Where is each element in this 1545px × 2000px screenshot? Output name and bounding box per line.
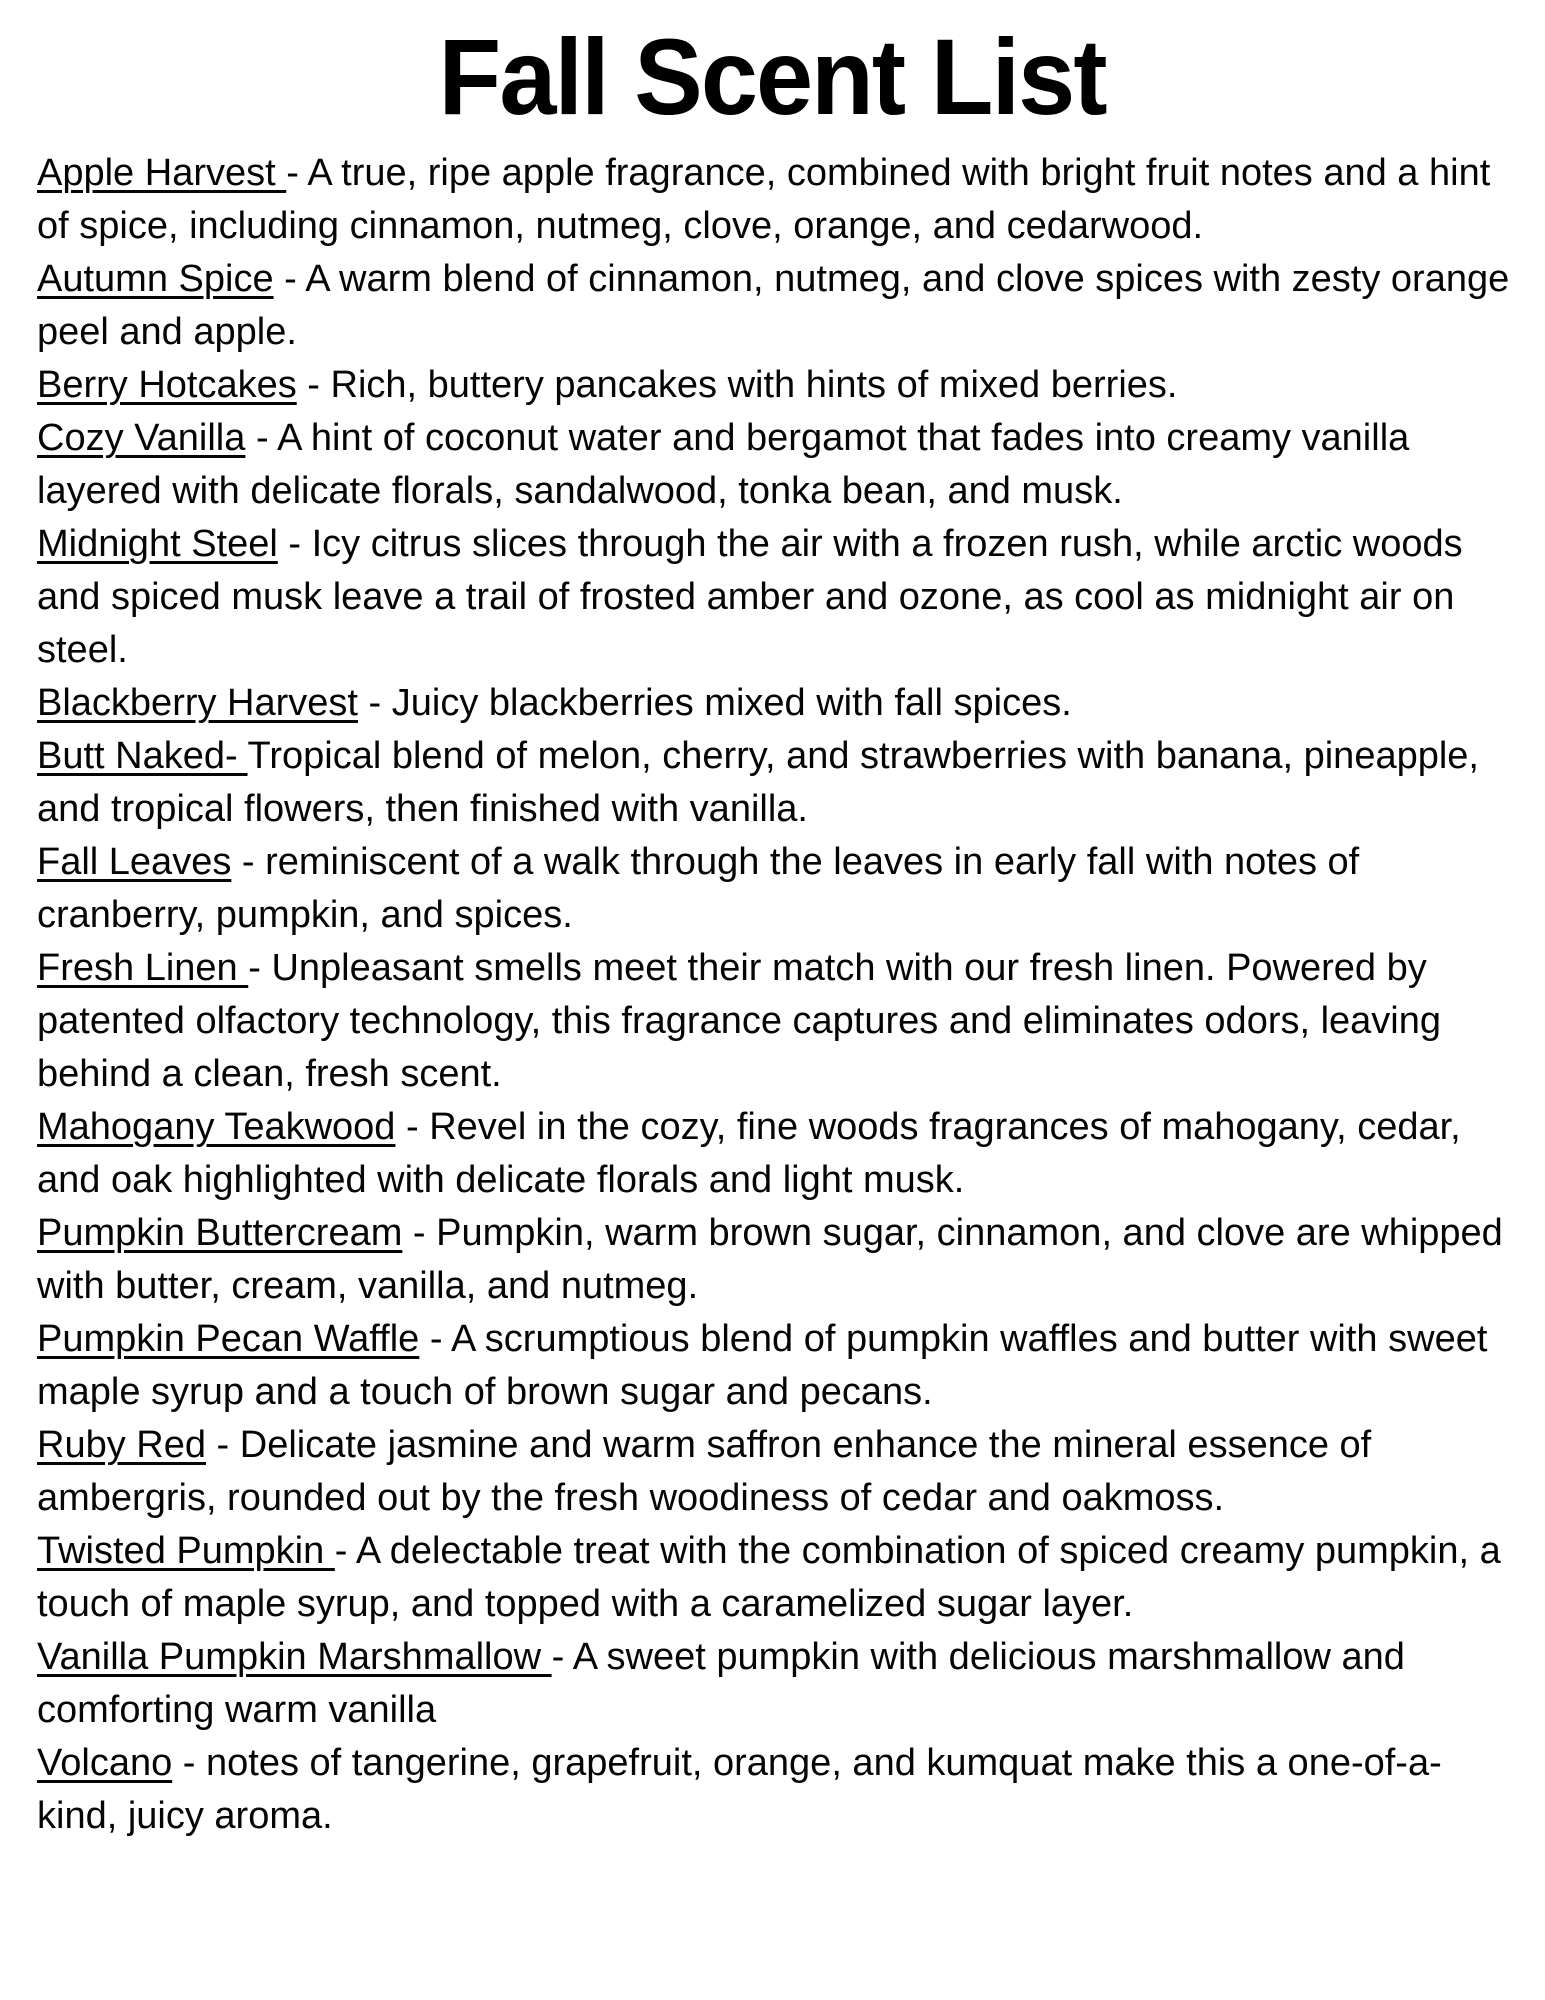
scent-entry-cozy-vanilla	[37, 412, 1512, 518]
scent-name: Pumpkin Buttercream	[37, 1212, 403, 1255]
scent-entry-butt-naked	[37, 730, 1512, 836]
scent-name: Pumpkin Pecan Waffle	[37, 1318, 420, 1361]
scent-name: Fall Leaves	[37, 841, 232, 884]
scent-entry-autumn-spice	[37, 253, 1512, 359]
scent-entry-berry-hotcakes	[37, 359, 1512, 412]
scent-name: Cozy Vanilla	[37, 417, 246, 460]
page-title-text: Fall Scent List	[438, 16, 1107, 137]
scent-entry-twisted-pumpkin	[37, 1525, 1512, 1631]
scent-description: - A delectable treat with the combination of spiced creamy pumpkin, a touch of maple syrup, and topped with a caramelized sugar layer.	[37, 1530, 1501, 1626]
scent-name: Butt Naked-	[37, 735, 248, 778]
scent-name: Midnight Steel	[37, 523, 278, 566]
scent-description: - A warm blend of cinnamon, nutmeg, and clove spices with zesty orange peel and apple.	[37, 258, 1510, 354]
scent-entry-midnight-steel	[37, 518, 1512, 677]
scent-description: - A true, ripe apple fragrance, combined with bright fruit notes and a hint of spice, including cinnamon, nutmeg, clove, orange, and cedarwood.	[37, 152, 1491, 248]
scent-description: Tropical blend of melon, cherry, and strawberries with banana, pineapple, and tropical flowers, then finished with vanilla.	[37, 735, 1479, 831]
scent-description: - Revel in the cozy, fine woods fragrances of mahogany, cedar, and oak highlighted with delicate florals and light musk.	[37, 1106, 1461, 1202]
scent-entry-blackberry-harvest	[37, 677, 1512, 730]
scent-description: - Juicy blackberries mixed with fall spices.	[357, 682, 1072, 725]
scent-name: Twisted Pumpkin	[37, 1530, 335, 1573]
scent-description: - reminiscent of a walk through the leaves in early fall with notes of cranberry, pumpkin, and spices.	[37, 841, 1360, 937]
scent-entry-apple-harvest	[37, 147, 1512, 253]
scent-description: - A hint of coconut water and bergamot that fades into creamy vanilla layered with delicate florals, sandalwood, tonka bean, and musk.	[37, 417, 1410, 513]
scent-description: - Pumpkin, warm brown sugar, cinnamon, and clove are whipped with butter, cream, vanilla, and nutmeg.	[37, 1212, 1503, 1308]
scent-entry-vanilla-pumpkin-marshmallow	[37, 1631, 1512, 1737]
scent-entry-pumpkin-pecan-waffle	[37, 1313, 1512, 1419]
scent-name: Apple Harvest	[37, 152, 287, 195]
scent-entry-mahogany-teakwood	[37, 1101, 1512, 1207]
scent-name: Autumn Spice	[37, 258, 274, 301]
scent-entry-pumpkin-buttercream	[37, 1207, 1512, 1313]
scent-name: Blackberry Harvest	[37, 682, 358, 725]
scent-name: Vanilla Pumpkin Marshmallow	[37, 1636, 552, 1679]
scent-name: Mahogany Teakwood	[37, 1106, 396, 1149]
scent-description: - Rich, buttery pancakes with hints of mixed berries.	[296, 364, 1178, 407]
scent-entry-volcano	[37, 1737, 1512, 1843]
scent-name: Fresh Linen	[37, 947, 249, 990]
scent-name: Berry Hotcakes	[37, 364, 297, 407]
scent-description: - Icy citrus slices through the air with a frozen rush, while arctic woods and spiced musk leave a trail of frosted amber and ozone, as cool as midnight air on steel.	[37, 523, 1463, 672]
scent-description: - A scrumptious blend of pumpkin waffles and butter with sweet maple syrup and a touch of brown sugar and pecans.	[37, 1318, 1488, 1414]
scent-entry-fresh-linen	[37, 942, 1512, 1101]
scent-description: - Delicate jasmine and warm saffron enhance the mineral essence of ambergris, rounded out by the fresh woodiness of cedar and oakmoss.	[37, 1424, 1372, 1520]
scent-description: - notes of tangerine, grapefruit, orange, and kumquat make this a one-of-a-kind, juicy aroma.	[37, 1742, 1442, 1838]
scent-description: - A sweet pumpkin with delicious marshmallow and comforting warm vanilla	[37, 1636, 1405, 1732]
scent-name: Volcano	[37, 1742, 173, 1785]
scent-list	[0, 133, 1545, 1843]
scent-name: Ruby Red	[37, 1424, 206, 1467]
scent-entry-ruby-red	[37, 1419, 1512, 1525]
scent-entry-fall-leaves	[37, 836, 1512, 942]
scent-description: - Unpleasant smells meet their match with our fresh linen. Powered by patented olfactory technology, this fragrance captures and eliminates odors, leaving behind a clean, fresh scent.	[37, 947, 1442, 1096]
page-title	[0, 0, 1545, 137]
